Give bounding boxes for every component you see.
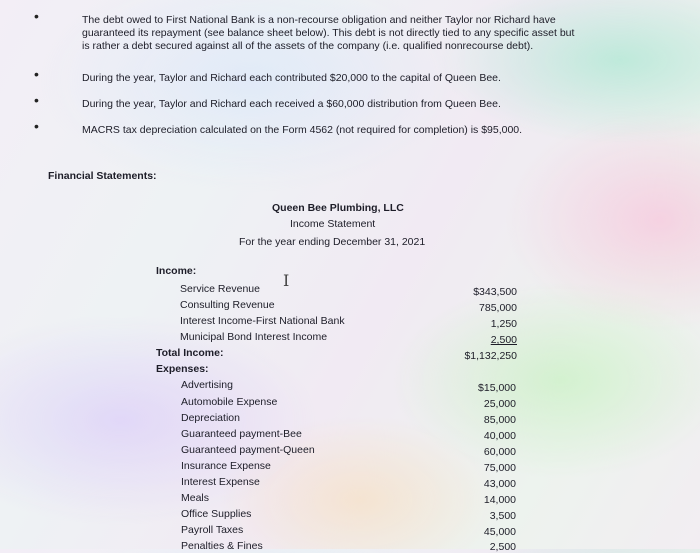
debt-note-line-3: is rather a debt secured against all of the assets of the company (i.e. qualified nonrecourse debt). [82,40,534,52]
income-item-label: Interest Income-First National Bank [180,315,345,327]
bullet-dot: • [34,8,39,24]
expense-item-amount: 75,000 [483,462,516,474]
debt-note-line-1: The debt owed to First National Bank is a non-recourse obligation and neither Taylor nor Richard have [82,14,556,26]
expense-item-label: Automobile Expense [181,396,278,408]
expense-item-amount: 45,000 [483,526,516,538]
income-item-label: Service Revenue [180,283,260,295]
total-income-amount: $1,132,250 [464,350,517,362]
note-macrs: MACRS tax depreciation calculated on the Form 4562 (not required for completion) is $95,000. [82,124,523,136]
expense-item-amount: 2,500 [489,541,516,553]
expense-item-label: Penalties & Fines [181,540,263,552]
expense-item-label: Office Supplies [181,508,252,520]
note-contribution: During the year, Taylor and Richard each contributed $20,000 to the capital of Queen Bee. [82,72,501,84]
income-heading: Income: [156,265,197,277]
expense-item-label: Guaranteed payment-Bee [181,428,302,440]
expense-item-label: Advertising [181,379,233,391]
income-item-amount: 785,000 [479,302,517,314]
statement-period: For the year ending December 31, 2021 [239,236,426,248]
income-item-amount: 2,500 [490,334,517,346]
debt-note-line-2: guaranteed its repayment (see balance sheet below). This debt is not directly tied to any specific asset but [82,27,575,39]
income-item-label: Municipal Bond Interest Income [180,331,328,343]
text-cursor-icon: I [283,271,290,290]
expense-item-label: Insurance Expense [181,460,271,472]
income-item-label: Consulting Revenue [180,299,275,311]
income-item-amount: 1,250 [490,318,517,330]
expense-item-label: Depreciation [181,412,240,424]
company-name: Queen Bee Plumbing, LLC [272,202,404,214]
expense-item-amount: $15,000 [478,382,516,394]
expense-item-label: Payroll Taxes [181,524,244,536]
bullet-dot: • [34,118,39,134]
expense-item-amount: 25,000 [483,398,516,410]
expense-item-amount: 14,000 [483,494,516,506]
expense-item-label: Guaranteed payment-Queen [181,444,315,456]
total-income-label: Total Income: [156,347,224,359]
expenses-heading: Expenses: [156,363,209,375]
expense-item-label: Meals [181,492,210,504]
expense-item-label: Interest Expense [181,476,260,488]
expense-item-amount: 3,500 [489,510,516,522]
expense-item-amount: 85,000 [483,414,516,426]
expense-item-amount: 43,000 [483,478,516,490]
section-title: Financial Statements: [48,170,157,182]
income-item-amount: $343,500 [473,286,517,298]
expense-item-amount: 60,000 [483,446,516,458]
bullet-dot: • [34,66,39,82]
note-distribution: During the year, Taylor and Richard each received a $60,000 distribution from Queen Bee. [82,98,501,110]
expense-item-amount: 40,000 [483,430,516,442]
bullet-dot: • [34,92,39,108]
statement-title: Income Statement [290,218,376,230]
